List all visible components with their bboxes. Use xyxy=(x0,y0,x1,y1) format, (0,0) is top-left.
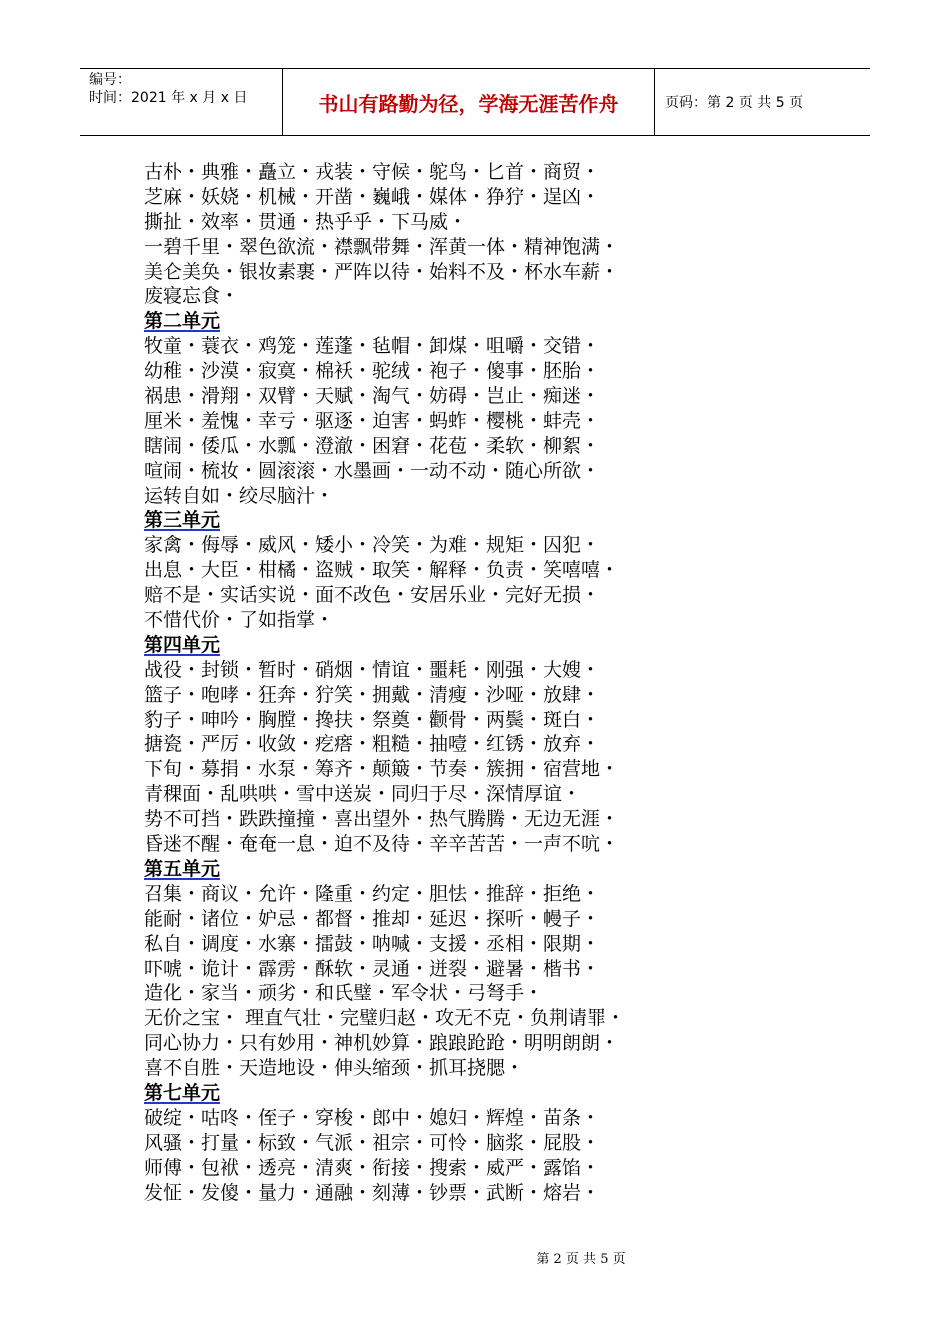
word-line: 撕扯・效率・贯通・热乎乎・下马威・ xyxy=(144,210,468,233)
document-number-label: 编号： xyxy=(89,72,131,88)
word-line: 昏迷不醒・奄奄一息・迫不及待・辛辛苦苦・一声不吭・ xyxy=(144,833,620,856)
word-line: 召集・商议・允许・隆重・约定・胆怯・推辞・拒绝・ xyxy=(144,882,601,905)
unit-section xyxy=(144,1081,704,1205)
word-list-body xyxy=(144,160,704,1205)
word-line: 牧童・蓑衣・鸡笼・莲蓬・毡帽・卸煤・咀嚼・交错・ xyxy=(144,335,601,358)
word-line: 废寝忘食・ xyxy=(144,285,240,308)
word-line: 无价之宝・ 理直气壮・完璧归赵・攻无不克・负荆请罪・ xyxy=(144,1007,626,1030)
header-motto: 书山有路勤为径，学海无涯苦作舟 xyxy=(283,69,655,135)
word-line: 私自・调度・水寨・擂鼓・呐喊・支援・丞相・限期・ xyxy=(144,932,601,955)
word-line: 破绽・咕咚・侄子・穿梭・郎中・媳妇・辉煌・苗条・ xyxy=(144,1106,601,1129)
unit-section xyxy=(144,857,704,1081)
word-line: 喧闹・梳妆・圆滚滚・水墨画・一动不动・随心所欲・ xyxy=(144,459,601,482)
word-line: 风骚・打量・标致・气派・祖宗・可怜・脑浆・屁股・ xyxy=(144,1131,601,1154)
unit-section xyxy=(144,160,704,309)
header-page-info: 页码：第 2 页 共 5 页 xyxy=(665,95,804,111)
word-line: 幼稚・沙漠・寂寞・棉袄・驼绒・袍子・傻事・胚胎・ xyxy=(144,360,601,383)
header-meta xyxy=(80,69,283,135)
unit-heading: 第三单元 xyxy=(144,509,221,532)
word-line: 赔不是・实话实说・面不改色・安居乐业・完好无损・ xyxy=(144,584,601,607)
word-line: 青稞面・乱哄哄・雪中送炭・同归于尽・深情厚谊・ xyxy=(144,783,582,806)
word-line: 造化・家当・顽劣・和氏璧・军令状・弓弩手・ xyxy=(144,982,544,1005)
page-footer: 第 2 页 共 5 页 xyxy=(536,1252,626,1267)
word-line: 师傅・包袱・透亮・清爽・衔接・搜索・威严・露馅・ xyxy=(144,1156,601,1179)
word-line: 喜不自胜・天造地设・伸头缩颈・抓耳挠腮・ xyxy=(144,1057,525,1080)
unit-section xyxy=(144,508,704,632)
word-line: 势不可挡・跌跌撞撞・喜出望外・热气腾腾・无边无涯・ xyxy=(144,808,620,831)
word-line: 下旬・募捐・水泵・筹齐・颠簸・节奏・簇拥・宿营地・ xyxy=(144,758,620,781)
document-date: 时间：2021 年 x 月 x 日 xyxy=(89,90,248,106)
word-line: 运转自如・绞尽脑汁・ xyxy=(144,484,335,507)
word-line: 不惜代价・了如指掌・ xyxy=(144,609,335,632)
word-line: 瞎闹・倭瓜・水瓢・澄澈・困窘・花苞・柔软・柳絮・ xyxy=(144,434,601,457)
page-header xyxy=(80,68,870,136)
unit-heading: 第四单元 xyxy=(144,633,221,656)
word-line: 古朴・典雅・矗立・戎装・守候・鸵鸟・匕首・商贸・ xyxy=(144,161,601,183)
word-line: 芝麻・妖娆・机械・开凿・巍峨・媒体・狰狞・逞凶・ xyxy=(144,185,601,208)
word-line: 发怔・发傻・量力・通融・刻薄・钞票・武断・熔岩・ xyxy=(144,1181,601,1204)
word-line: 出息・大臣・柑橘・盗贼・取笑・解释・负责・笑嘻嘻・ xyxy=(144,559,620,582)
word-line: 家禽・侮辱・威风・矮小・冷笑・为难・规矩・囚犯・ xyxy=(144,534,601,557)
word-line: 篮子・咆哮・狂奔・狞笑・拥戴・清瘦・沙哑・放肆・ xyxy=(144,683,601,706)
word-line: 能耐・诸位・妒忌・都督・推却・延迟・探听・幔子・ xyxy=(144,907,601,930)
word-line: 一碧千里・翠色欲流・襟飘带舞・浑黄一体・精神饱满・ xyxy=(144,235,620,258)
unit-section xyxy=(144,633,704,857)
word-line: 美仑美奂・银妆素裹・严阵以待・始料不及・杯水车薪・ xyxy=(144,260,620,283)
unit-section xyxy=(144,309,704,508)
word-line: 吓唬・诡计・霹雳・酥软・灵通・迸裂・避暑・楷书・ xyxy=(144,957,601,980)
word-line: 豹子・呻吟・胸膛・搀扶・祭奠・颧骨・两鬓・斑白・ xyxy=(144,708,601,731)
word-line: 搪瓷・严厉・收敛・疙瘩・粗糙・抽噎・红锈・放弃・ xyxy=(144,733,601,756)
word-line: 战役・封锁・暂时・硝烟・情谊・噩耗・刚强・大嫂・ xyxy=(144,658,601,681)
word-line: 厘米・羞愧・幸亏・驱逐・迫害・蚂蚱・樱桃・蚌壳・ xyxy=(144,409,601,432)
unit-heading: 第七单元 xyxy=(144,1081,221,1104)
word-line: 祸患・滑翔・双臂・天赋・淘气・妨碍・岂止・痴迷・ xyxy=(144,385,601,408)
unit-heading: 第五单元 xyxy=(144,857,221,880)
word-line: 同心协力・只有妙用・神机妙算・踉踉跄跄・明明朗朗・ xyxy=(144,1032,620,1055)
unit-heading: 第二单元 xyxy=(144,310,221,333)
